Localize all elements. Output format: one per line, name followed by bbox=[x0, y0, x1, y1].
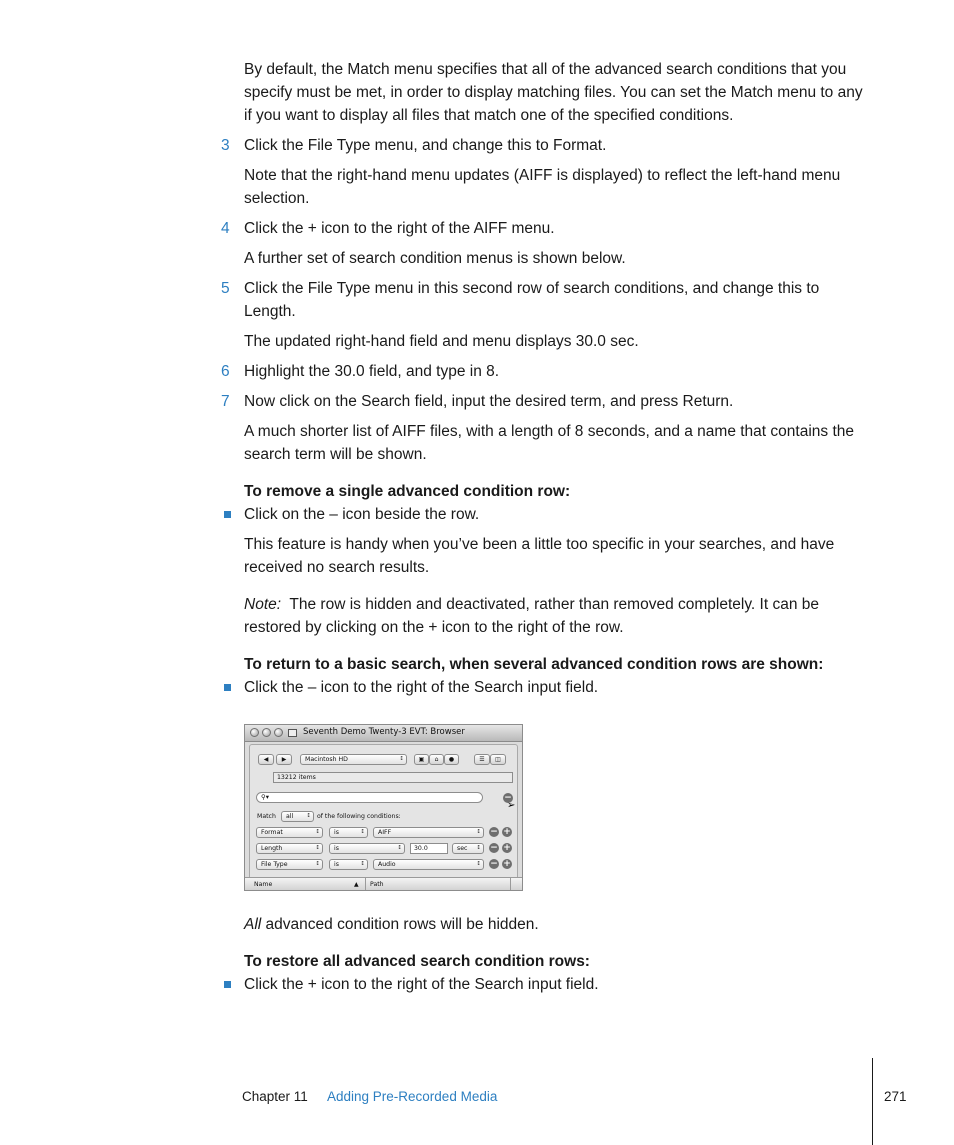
column-divider bbox=[365, 877, 366, 891]
popup-arrow-icon: ↕ bbox=[397, 845, 402, 851]
column-divider bbox=[510, 877, 511, 891]
condition-value-popup[interactable] bbox=[373, 827, 484, 838]
step-number-5: 5 bbox=[221, 280, 230, 297]
condition-attribute-popup[interactable] bbox=[256, 859, 323, 870]
step-number-6: 6 bbox=[221, 363, 230, 380]
zoom-window-button[interactable] bbox=[274, 728, 283, 737]
condition-attribute: File Type bbox=[261, 861, 288, 868]
paragraph-updated-field: The updated right-hand field and menu displays 30.0 sec. bbox=[244, 333, 639, 350]
location-label: Macintosh HD bbox=[305, 756, 348, 763]
emphasis-all: All bbox=[244, 916, 262, 933]
step-number-4: 4 bbox=[221, 220, 230, 237]
step-5-text: Click the File Type menu in this second row of search conditions, and change this to Length. bbox=[244, 280, 820, 320]
home-icon[interactable]: ⌂ bbox=[429, 754, 444, 765]
footer-divider bbox=[872, 1058, 873, 1145]
close-window-button[interactable] bbox=[250, 728, 259, 737]
computer-icon[interactable]: ▣ bbox=[414, 754, 429, 765]
mouse-cursor-icon: ➢ bbox=[507, 800, 516, 811]
bullet-restore-rows: Click the + icon to the right of the Search input field. bbox=[244, 976, 599, 993]
condition-value: AIFF bbox=[378, 829, 392, 836]
rows-hidden-text: advanced condition rows will be hidden. bbox=[265, 916, 539, 933]
bullet-marker bbox=[224, 511, 231, 518]
length-field[interactable] bbox=[410, 843, 448, 854]
length-unit: sec bbox=[457, 845, 468, 852]
bullet-remove-row: Click on the – icon beside the row. bbox=[244, 506, 480, 523]
heading-remove-row: To remove a single advanced condition row: bbox=[244, 483, 571, 500]
column-path[interactable]: Path bbox=[370, 881, 384, 888]
condition-attribute-popup[interactable] bbox=[256, 843, 323, 854]
document-icon bbox=[288, 729, 297, 737]
remove-condition-button[interactable]: − bbox=[490, 859, 498, 869]
page-number: 271 bbox=[884, 1089, 907, 1104]
window-title: Seventh Demo Twenty-3 EVT: Browser bbox=[303, 727, 465, 737]
step-number-7: 7 bbox=[221, 393, 230, 410]
condition-operator: is bbox=[334, 829, 339, 836]
condition-operator-popup[interactable] bbox=[329, 827, 368, 838]
footer-chapter: Chapter 11 bbox=[242, 1089, 308, 1104]
bullet-basic-search: Click the – icon to the right of the Search input field. bbox=[244, 679, 599, 696]
window-titlebar bbox=[245, 725, 522, 742]
add-condition-button[interactable]: + bbox=[503, 859, 511, 869]
step-4-text: Click the + icon to the right of the AIFF menu. bbox=[244, 220, 555, 237]
heading-basic-search: To return to a basic search, when several advanced condition rows are shown: bbox=[244, 656, 824, 673]
condition-value: Audio bbox=[378, 861, 396, 868]
back-button[interactable]: ◀ bbox=[258, 754, 274, 765]
step-3-text: Click the File Type menu, and change this to Format. bbox=[244, 137, 607, 154]
match-label: Match bbox=[257, 813, 276, 820]
sort-ascending-icon: ▲ bbox=[354, 881, 359, 888]
location-popup[interactable] bbox=[300, 754, 407, 765]
search-icon: ⚲▾ bbox=[261, 793, 270, 801]
footer-chapter-title[interactable]: Adding Pre-Recorded Media bbox=[327, 1089, 498, 1104]
note-label: Note: bbox=[244, 596, 282, 613]
paragraph-further-set: A further set of search condition menus is shown below. bbox=[244, 250, 626, 267]
bullet-marker bbox=[224, 684, 231, 691]
condition-attribute: Format bbox=[261, 829, 283, 836]
condition-value-popup[interactable] bbox=[373, 859, 484, 870]
condition-operator: is bbox=[334, 845, 339, 852]
remove-condition-button[interactable]: − bbox=[490, 843, 498, 853]
popup-arrow-icon: ↕ bbox=[476, 829, 481, 835]
popup-arrow-icon: ↕ bbox=[399, 756, 404, 762]
heading-restore-rows: To restore all advanced search condition rows: bbox=[244, 953, 590, 970]
condition-attribute-popup[interactable] bbox=[256, 827, 323, 838]
popup-arrow-icon: ↕ bbox=[476, 861, 481, 867]
popup-arrow-icon: ↕ bbox=[360, 829, 365, 835]
condition-operator: is bbox=[334, 861, 339, 868]
item-count: 13212 items bbox=[277, 774, 316, 781]
paragraph-shorter-list: A much shorter list of AIFF files, with a length of 8 seconds, and a name that contains the search term will be shown. bbox=[244, 423, 854, 463]
list-view-icon[interactable]: ☰ bbox=[474, 754, 490, 765]
paragraph-handy-feature: This feature is handy when you’ve been a little too specific in your searches, and have received no search results. bbox=[244, 536, 835, 576]
add-condition-button[interactable]: + bbox=[503, 827, 511, 837]
step-number-3: 3 bbox=[221, 137, 230, 154]
column-name[interactable]: Name bbox=[254, 881, 273, 888]
browser-screenshot bbox=[244, 724, 523, 891]
remove-all-conditions-button[interactable]: − bbox=[504, 793, 512, 803]
condition-operator-popup[interactable] bbox=[329, 859, 368, 870]
add-condition-button[interactable]: + bbox=[503, 843, 511, 853]
condition-operator-popup[interactable] bbox=[329, 843, 405, 854]
remove-condition-button[interactable]: − bbox=[490, 827, 498, 837]
match-popup[interactable] bbox=[281, 811, 314, 822]
popup-arrow-icon: ↕ bbox=[476, 845, 481, 851]
camera-icon[interactable]: ● bbox=[444, 754, 459, 765]
step-7-text: Now click on the Search field, input the desired term, and press Return. bbox=[244, 393, 734, 410]
paragraph-right-hand-menu: Note that the right-hand menu updates (AIFF is displayed) to reflect the left-hand menu selection. bbox=[244, 167, 841, 207]
length-value: 30.0 bbox=[414, 845, 428, 852]
item-count-field bbox=[273, 772, 513, 783]
bullet-marker bbox=[224, 981, 231, 988]
length-unit-popup[interactable] bbox=[452, 843, 484, 854]
popup-arrow-icon: ↕ bbox=[306, 813, 311, 819]
popup-arrow-icon: ↕ bbox=[315, 861, 320, 867]
note-paragraph bbox=[244, 593, 864, 639]
condition-attribute: Length bbox=[261, 845, 283, 852]
search-input[interactable] bbox=[256, 792, 483, 803]
step-6-text: Highlight the 30.0 field, and type in 8. bbox=[244, 363, 500, 380]
popup-arrow-icon: ↕ bbox=[315, 829, 320, 835]
paragraph-rows-hidden bbox=[244, 913, 864, 936]
minimize-window-button[interactable] bbox=[262, 728, 271, 737]
note-text: The row is hidden and deactivated, rather than removed completely. It can be restored by clicking on the + icon to the right of the row. bbox=[244, 596, 820, 636]
forward-button[interactable]: ▶ bbox=[276, 754, 292, 765]
match-value: all bbox=[286, 813, 294, 820]
column-view-icon[interactable]: ◫ bbox=[490, 754, 506, 765]
popup-arrow-icon: ↕ bbox=[315, 845, 320, 851]
paragraph-match-menu: By default, the Match menu specifies that all of the advanced search conditions that you specify must be met, in order to display matching files. You can set the Match menu to any if you want to display all files that match one of the specified conditions. bbox=[244, 61, 863, 124]
match-suffix: of the following conditions: bbox=[317, 813, 401, 820]
popup-arrow-icon: ↕ bbox=[360, 861, 365, 867]
